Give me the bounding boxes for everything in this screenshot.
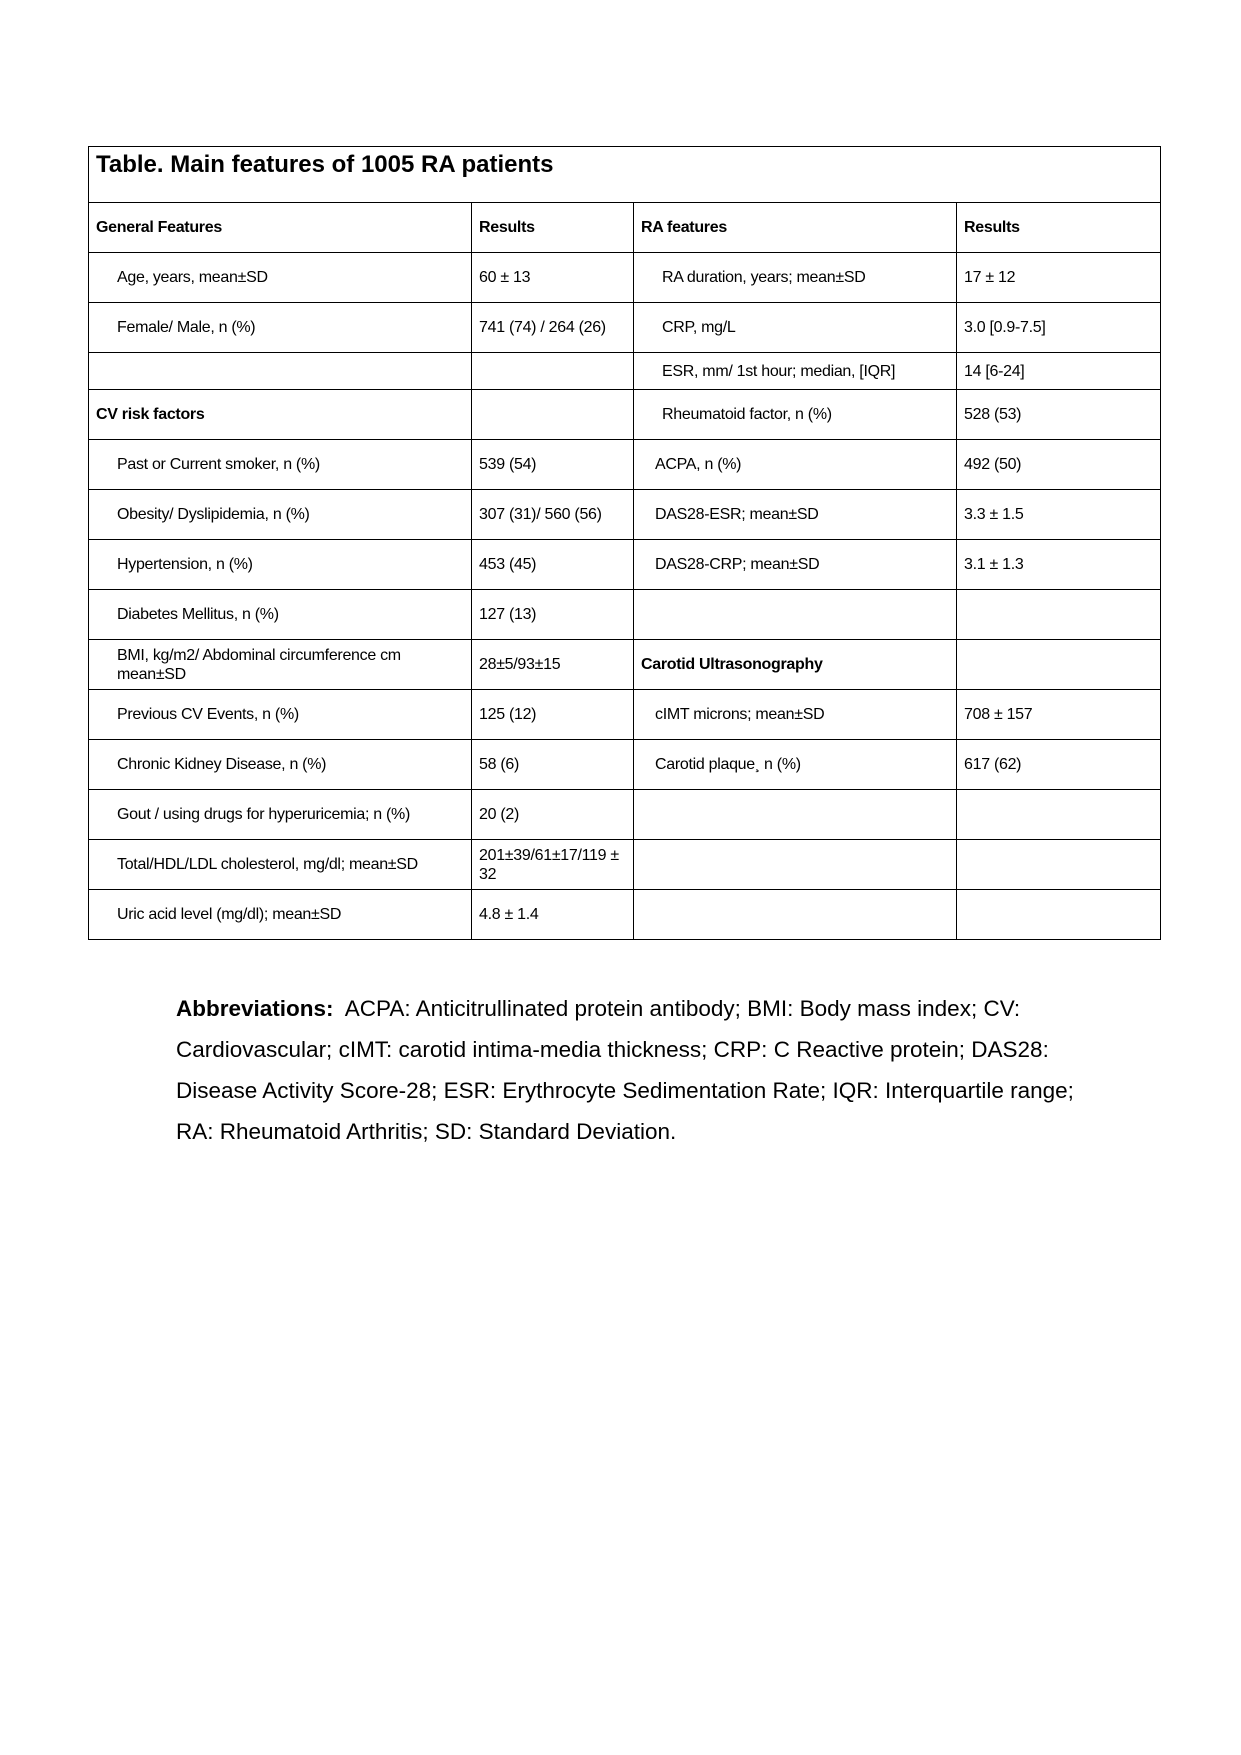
abbreviations-note [176,988,1076,1152]
table-cell: DAS28-ESR; mean±SD [634,490,957,540]
header-general-features: General Features [89,203,472,253]
table-row [89,390,1161,440]
table-cell [957,640,1161,690]
table-row [89,840,1161,890]
table-cell: 125 (12) [472,690,634,740]
table-cell [472,390,634,440]
table-cell: Female/ Male, n (%) [89,303,472,353]
table-title: Table. Main features of 1005 RA patients [89,147,1161,203]
table-row [89,690,1161,740]
table-cell: Carotid Ultrasonography [634,640,957,690]
table-cell: 741 (74) / 264 (26) [472,303,634,353]
table-cell: 307 (31)/ 560 (56) [472,490,634,540]
table-cell: Hypertension, n (%) [89,540,472,590]
table-cell: 28±5/93±15 [472,640,634,690]
table-cell: 14 [6-24] [957,353,1161,390]
table-row [89,790,1161,840]
table-cell: 3.1 ± 1.3 [957,540,1161,590]
table-cell [957,790,1161,840]
header-results-1: Results [472,203,634,253]
table-cell: Diabetes Mellitus, n (%) [89,590,472,640]
table-cell: 453 (45) [472,540,634,590]
table-cell: CV risk factors [89,390,472,440]
table-cell: 3.0 [0.9-7.5] [957,303,1161,353]
table-cell: Gout / using drugs for hyperuricemia; n (%) [89,790,472,840]
table-cell: BMI, kg/m2/ Abdominal circumference cm mean±SD [89,640,472,690]
table-cell: Total/HDL/LDL cholesterol, mg/dl; mean±SD [89,840,472,890]
table-cell: 492 (50) [957,440,1161,490]
table-cell [957,890,1161,940]
table-cell: Chronic Kidney Disease, n (%) [89,740,472,790]
table-row [89,740,1161,790]
table-row [89,353,1161,390]
table-cell: CRP, mg/L [634,303,957,353]
table-row [89,540,1161,590]
table-cell [634,890,957,940]
table-cell: 201±39/61±17/119 ± 32 [472,840,634,890]
table-row [89,890,1161,940]
table-cell: 528 (53) [957,390,1161,440]
table-cell: 708 ± 157 [957,690,1161,740]
features-table [88,146,1161,940]
table-row [89,253,1161,303]
header-ra-features: RA features [634,203,957,253]
table-cell: cIMT microns; mean±SD [634,690,957,740]
table-row [89,303,1161,353]
table-cell [634,590,957,640]
table-cell: Past or Current smoker, n (%) [89,440,472,490]
table-cell: 539 (54) [472,440,634,490]
table-cell: 3.3 ± 1.5 [957,490,1161,540]
table-cell [957,590,1161,640]
table-cell: Rheumatoid factor, n (%) [634,390,957,440]
table-cell: DAS28-CRP; mean±SD [634,540,957,590]
table-cell [89,353,472,390]
table-row [89,640,1161,690]
table-cell: ACPA, n (%) [634,440,957,490]
table-cell: 60 ± 13 [472,253,634,303]
abbreviations-text: ACPA: Anticitrullinated protein antibody; BMI: Body mass index; CV: Cardiovascular; cIMT: carotid intima-media thickness; CRP: C Reactive protein; DAS28: Disease Activity Score-28; ESR: Erythrocyte Sedimentation Rate; IQR: Interquartile range; RA: Rheumatoid Arthritis; SD: Standard Deviation. [176,996,1074,1144]
table-cell: Carotid plaque¸ n (%) [634,740,957,790]
table-cell: ESR, mm/ 1st hour; median, [IQR] [634,353,957,390]
header-results-2: Results [957,203,1161,253]
table-cell: Previous CV Events, n (%) [89,690,472,740]
table-cell: 127 (13) [472,590,634,640]
table-row [89,590,1161,640]
table-cell: RA duration, years; mean±SD [634,253,957,303]
table-cell: Obesity/ Dyslipidemia, n (%) [89,490,472,540]
table-cell: 20 (2) [472,790,634,840]
table-cell [634,790,957,840]
table-row [89,490,1161,540]
abbreviations-label: Abbreviations: [176,996,334,1021]
table-cell: 617 (62) [957,740,1161,790]
table-cell: Age, years, mean±SD [89,253,472,303]
table-cell: 17 ± 12 [957,253,1161,303]
table-row [89,440,1161,490]
table-cell: 58 (6) [472,740,634,790]
table-cell: Uric acid level (mg/dl); mean±SD [89,890,472,940]
table-cell [472,353,634,390]
table-cell [957,840,1161,890]
table-cell [634,840,957,890]
table-cell: 4.8 ± 1.4 [472,890,634,940]
